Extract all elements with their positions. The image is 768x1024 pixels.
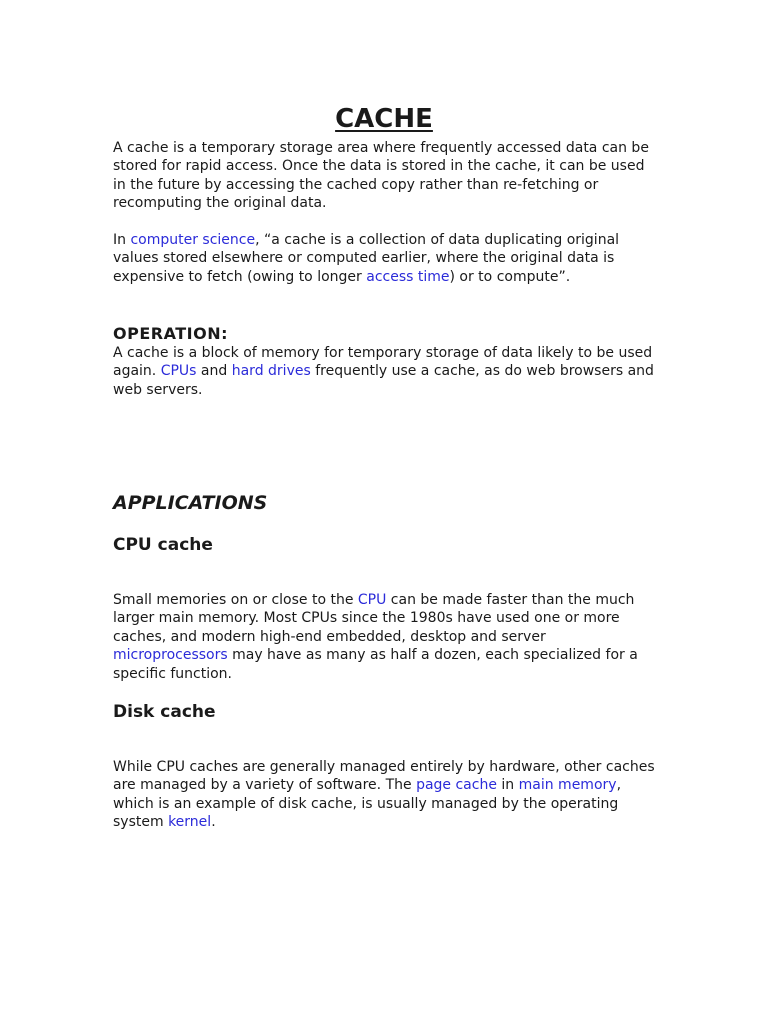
cpu-cache-heading: CPU cache — [113, 535, 213, 555]
definition-paragraph — [113, 231, 661, 286]
operation-paragraph — [113, 344, 661, 399]
intro-paragraph: A cache is a temporary storage area where frequently accessed data can be stored for rapid access. Once the data is stored in the cache, it can be used in the future by accessing the cached copy rather than re-fetching or recomputing the original data. — [113, 140, 649, 212]
disk-cache-text-3: , which is an example of disk cache, is usually managed by the operating system — [113, 777, 622, 831]
cpu-cache-text-1: Small memories on or close to the — [113, 592, 358, 608]
link-computer-science[interactable]: computer science — [130, 232, 256, 248]
link-access-time[interactable]: access time — [366, 268, 450, 285]
definition-text-3: ) or to compute”. — [449, 268, 571, 285]
link-hard-drives[interactable]: hard drives — [231, 363, 311, 380]
link-kernel[interactable]: kernel — [168, 814, 212, 831]
link-cpus[interactable]: CPUs — [160, 363, 197, 380]
disk-cache-text-2: in — [496, 777, 519, 794]
disk-cache-text-1: While CPU caches are generally managed entirely by hardware, other caches are managed by a variety of software. The — [113, 759, 655, 794]
disk-cache-paragraph — [113, 758, 661, 832]
disk-cache-heading: Disk cache — [113, 702, 216, 722]
operation-heading: OPERATION: — [113, 324, 228, 343]
cpu-cache-text-2: can be made faster than the much larger main memory. Most CPUs since the 1980s have used one or more caches, and modern high-end embedded, desktop and server — [113, 592, 635, 645]
disk-cache-text-4: . — [211, 814, 216, 831]
definition-text-2: , “a cache is a collection of data duplicating original values stored elsewhere or computed earlier, where the original data is expensive to fetch (owing to longer — [113, 232, 620, 285]
link-main-memory[interactable]: main memory — [518, 777, 617, 794]
link-page-cache[interactable]: page cache — [416, 777, 497, 794]
operation-text-1: A cache is a block of memory for temporary storage of data likely to be used again. — [113, 345, 653, 380]
link-microprocessors[interactable]: microprocessors — [113, 647, 228, 664]
operation-text-3: frequently use a cache, as do web browsers and web servers. — [113, 363, 654, 398]
cpu-cache-text-3: may have as many as half a dozen, each specialized for a specific function. — [113, 647, 638, 682]
applications-heading: APPLICATIONS — [113, 492, 268, 514]
page-title: CACHE — [335, 104, 433, 134]
definition-text-1: In — [113, 232, 131, 248]
cpu-cache-paragraph — [113, 591, 661, 683]
link-cpu[interactable]: CPU — [357, 592, 387, 608]
operation-text-2: and — [196, 363, 232, 380]
